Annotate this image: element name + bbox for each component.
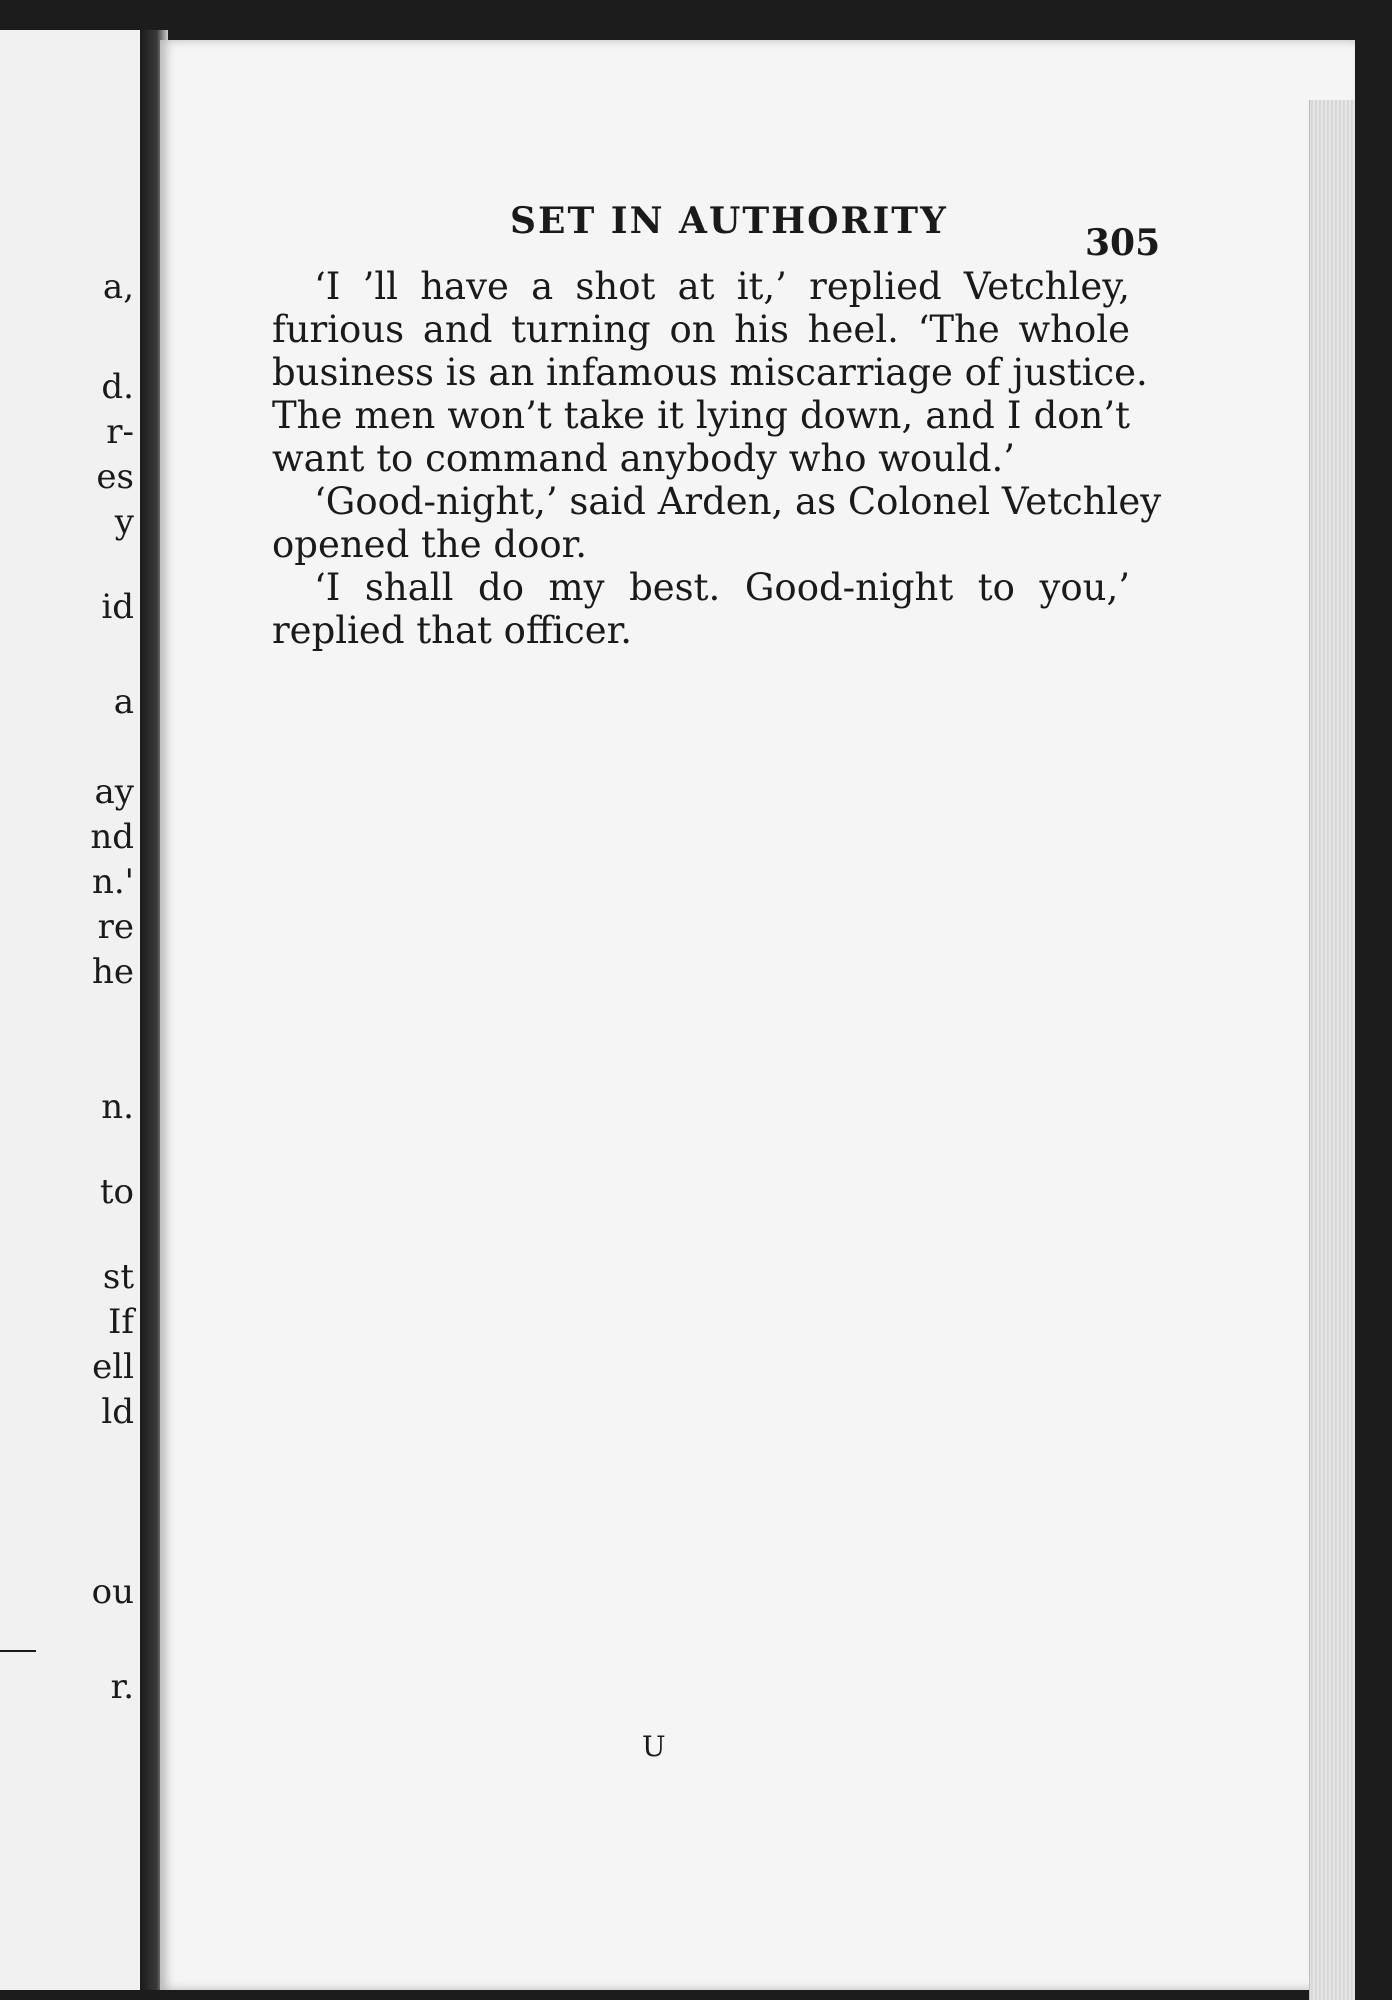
text-line: opened the door. — [272, 523, 588, 566]
signature-mark: U — [642, 1730, 666, 1763]
text-line: The men won’t take it lying down, and I don’t — [272, 394, 1130, 437]
text-line: ‘I ’ll have a shot at it,’ replied Vetchley, — [314, 265, 1130, 308]
page-edge — [1309, 100, 1355, 2000]
left-page-fragment: n.' — [91, 862, 134, 902]
left-page-fragment: y — [114, 502, 134, 542]
paragraph — [272, 265, 1148, 480]
left-page-fragment: If — [107, 1302, 134, 1342]
left-page-fragment: es — [96, 457, 134, 497]
left-page-fragment: a — [113, 682, 134, 722]
running-head: SET IN AUTHORITY — [510, 200, 948, 242]
left-page-fragment: ell — [92, 1347, 134, 1387]
left-facing-page — [0, 30, 146, 1990]
paragraph — [272, 480, 1162, 566]
right-page — [160, 40, 1355, 1990]
left-page-fragment: r- — [106, 412, 134, 452]
text-line: replied that officer. — [272, 609, 633, 652]
left-page-fragment: he — [91, 952, 134, 992]
text-line: furious and turning on his heel. ‘The whole — [272, 308, 1130, 351]
left-page-fragment: a, — [102, 267, 134, 307]
paragraph — [272, 566, 1130, 652]
left-page-fragment: ou — [91, 1572, 134, 1612]
text-line: business is an infamous miscarriage of justice. — [272, 351, 1148, 394]
left-page-rule — [0, 1650, 36, 1652]
left-page-fragment: d. — [101, 367, 134, 407]
left-page-fragment: n. — [101, 1087, 134, 1127]
left-page-fragment: to — [99, 1172, 134, 1212]
left-page-fragment: re — [97, 907, 134, 947]
left-page-fragment: nd — [90, 817, 134, 857]
text-line: want to command anybody who would.’ — [272, 437, 1016, 480]
text-line: ‘I shall do my best. Good-night to you,’ — [314, 566, 1130, 609]
body-text — [272, 265, 1162, 652]
left-page-fragment: r. — [110, 1667, 134, 1707]
text-line: ‘Good-night,’ said Arden, as Colonel Vetchley — [314, 480, 1162, 523]
left-page-fragment: st — [102, 1257, 134, 1297]
page-number: 305 — [1085, 222, 1161, 264]
left-page-fragment: ld — [101, 1392, 134, 1432]
left-page-fragment: id — [101, 587, 134, 627]
left-page-fragment: ay — [94, 772, 134, 812]
